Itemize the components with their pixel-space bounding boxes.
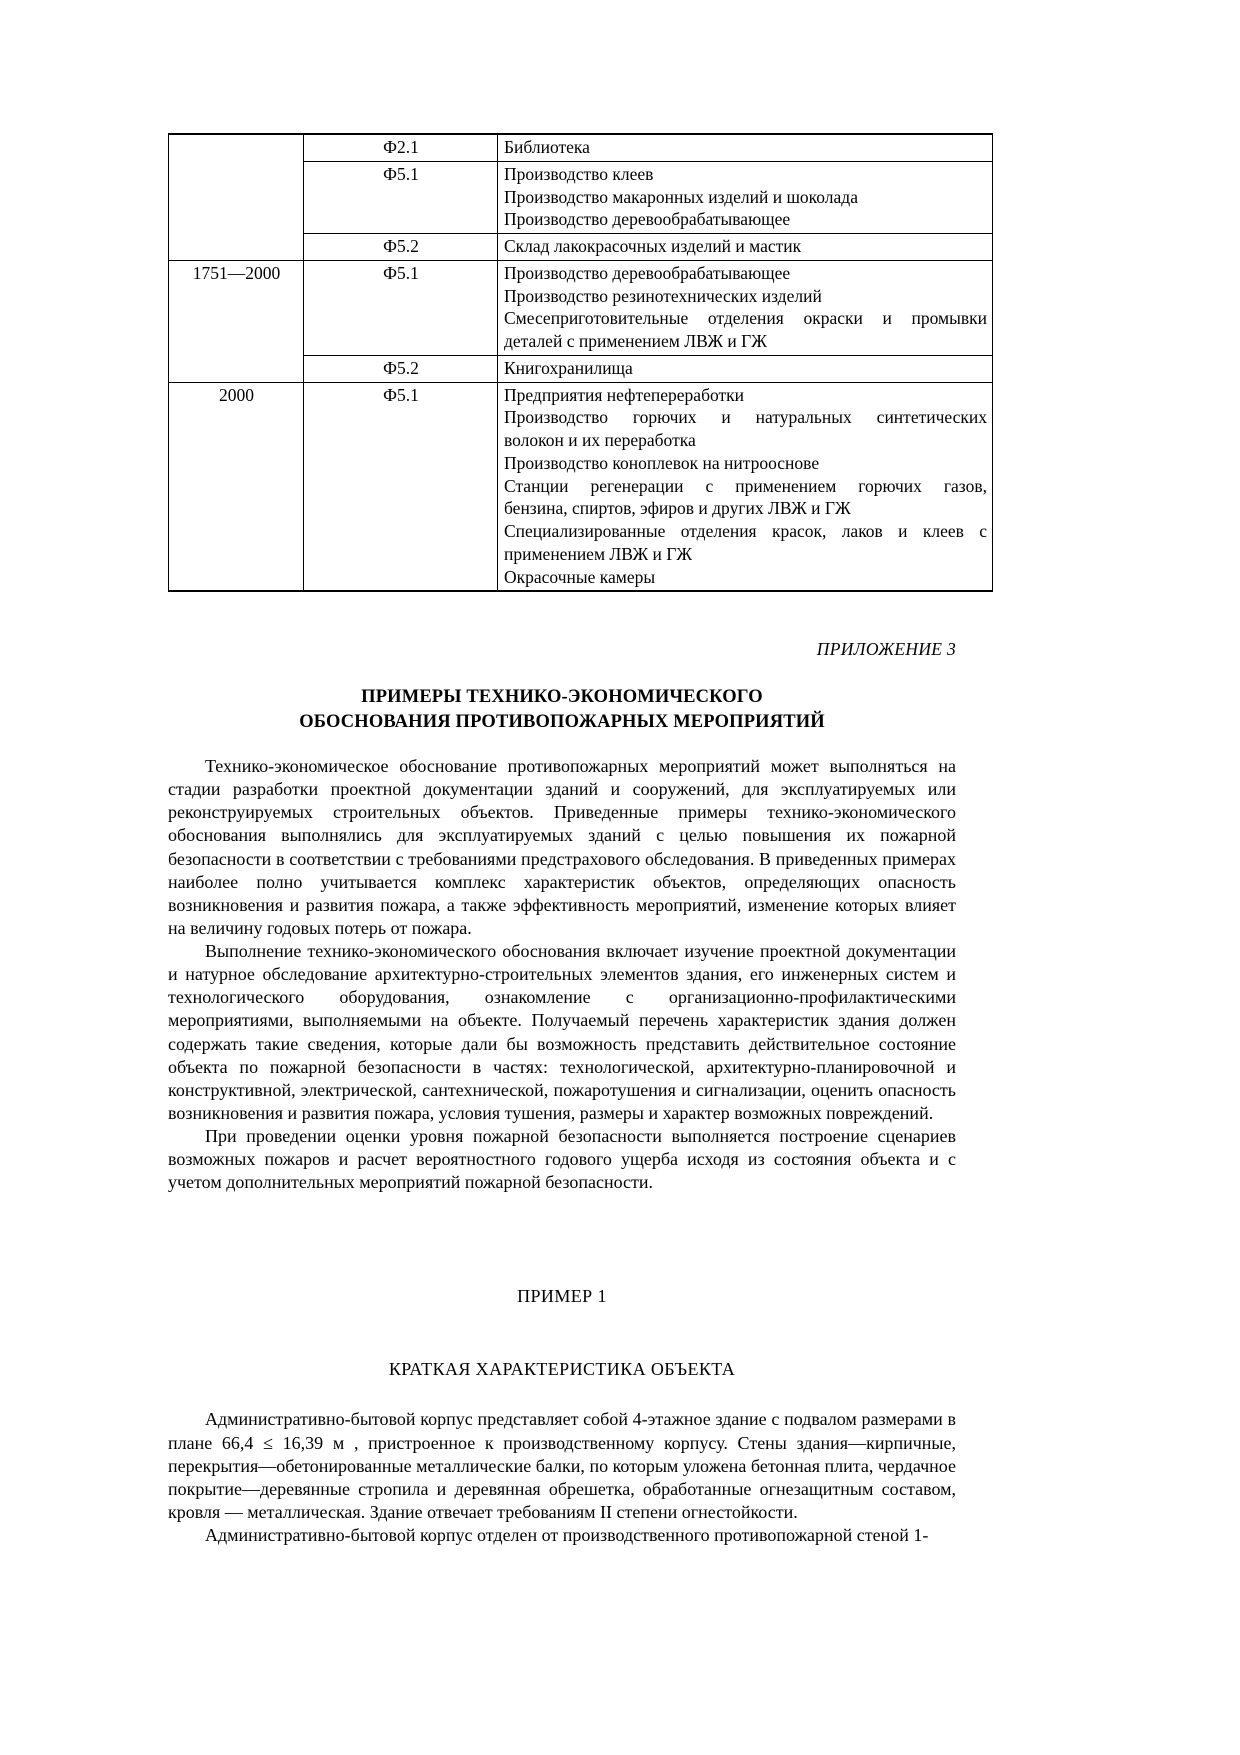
desc-line: Окрасочные камеры xyxy=(504,566,656,587)
appendix-label: ПРИЛОЖЕНИЕ 3 xyxy=(816,639,956,660)
paragraph-3: При проведении оценки уровня пожарной безопасности выполняется построение сценариев возможных пожаров и расчет вероятностного годового ущерба исходя из состояния объекта и с учетом дополнительных мероприятий пожарной безопасности. xyxy=(168,1126,956,1193)
cell-range: 2000 xyxy=(169,382,304,591)
desc-line: Производство коноплевок на нитрооснове xyxy=(504,452,820,473)
cell-description xyxy=(498,161,993,233)
table-body xyxy=(169,134,993,591)
desc-line: Производство клеев xyxy=(504,163,654,184)
desc-line: волокон и их переработка xyxy=(504,430,696,450)
desc-line: Производство горючих и натуральных синтетических xyxy=(504,407,987,428)
cell-range xyxy=(169,134,304,260)
cell-class: Ф5.1 xyxy=(304,382,498,591)
cell-class: Ф5.1 xyxy=(304,161,498,233)
section-heading: КРАТКАЯ ХАРАКТЕРИСТИКА ОБЪЕКТА xyxy=(388,1359,736,1380)
cell-description xyxy=(498,260,993,355)
desc-line: Книгохранилища xyxy=(504,357,633,378)
page-title-line-2: ОБОСНОВАНИЯ ПРОТИВОПОЖАРНЫХ МЕРОПРИЯТИЙ xyxy=(299,711,825,732)
desc-line: Производство деревообрабатывающее xyxy=(504,262,791,283)
cell-class: Ф5.2 xyxy=(304,355,498,382)
example-heading: ПРИМЕР 1 xyxy=(517,1286,607,1307)
desc-line: Библиотека xyxy=(504,137,590,157)
building-categories-table xyxy=(168,133,993,592)
desc-line: Производство деревообрабатывающее xyxy=(504,209,791,230)
page-title-line-1: ПРИМЕРЫ ТЕХНИКО-ЭКОНОМИЧЕСКОГО xyxy=(361,687,763,708)
paragraph-4: Административно-бытовой корпус представляет собой 4-этажное здание с подвалом размерами в плане 66,4 ≤ 16,39 м , пристроенное к производственному корпусу. Стены здания—кирпичные, перекрытия—обетонированные металлические балки, по которым уложена бетонная плита, чердачное покрытие—деревянные стропила и деревянная обрешетка, обработанные огнезащитным составом, кровля — металлическая. Здание отвечает требованиям II степени огнестойкости. xyxy=(168,1409,956,1522)
desc-line: Склад лакокрасочных изделий и мастик xyxy=(504,236,802,256)
table-row xyxy=(169,260,993,355)
paragraph-1: Технико-экономическое обоснование противопожарных мероприятий может выполняться на стадии разработки проектной документации зданий и сооружений, для эксплуатируемых или реконструируемых строительных объектов. Приведенные примеры технико-экономического обоснования выполнялись для эксплуатируемых зданий с целью повышения их пожарной безопасности в соответствии с требованиями предстрахового обследования. В приведенных примерах наиболее полно учитывается комплекс характеристик объектов, определяющих опасность возникновения и развития пожара, а также эффективность мероприятий, изменение которых влияет на величину годовых потерь от пожара. xyxy=(168,756,956,938)
page-title xyxy=(168,685,956,734)
desc-line: применением ЛВЖ и ГЖ xyxy=(504,543,693,564)
desc-line: Станции регенерации с применением горючих газов, xyxy=(504,475,987,496)
table-row xyxy=(169,382,993,591)
cell-class: Ф5.1 xyxy=(304,260,498,355)
table-row xyxy=(169,134,993,161)
cell-class: Ф2.1 xyxy=(304,134,498,161)
cell-class: Ф5.2 xyxy=(304,234,498,261)
vertical-spacer xyxy=(168,1307,956,1359)
cell-description xyxy=(498,234,993,261)
desc-line: Производство резинотехнических изделий xyxy=(504,285,822,306)
page-content xyxy=(168,133,987,1547)
desc-line: Производство макаронных изделий и шоколада xyxy=(504,186,858,207)
paragraph-5: Административно-бытовой корпус отделен от производственного противопожарной стеной 1- xyxy=(205,1525,929,1546)
desc-line: бензина, спиртов, эфиров и других ЛВЖ и ГЖ xyxy=(504,498,851,519)
cell-description xyxy=(498,382,993,591)
desc-line: деталей с применением ЛВЖ и ГЖ xyxy=(504,331,767,351)
paragraph-2: Выполнение технико-экономического обоснования включает изучение проектной документации и натурное обследование архитектурно-строительных элементов здания, его инженерных систем и технологического оборудования, ознакомление с организационно-профилактическими мероприятиями, выполняемыми на объекте. Получаемый перечень характеристик здания должен содержать такие сведения, которые дали бы возможность представить действительное состояние объекта по пожарной безопасности в частях: технологической, архитектурно-планировочной и конструктивной, электрической, сантехнической, пожаротушения и сигнализации, оценить опасность возникновения и развития пожара, условия тушения, размеры и характер возможных повреждений. xyxy=(168,941,956,1123)
desc-line: Смесеприготовительные отделения окраски и промывки xyxy=(504,308,987,329)
desc-line: Предприятия нефтепереработки xyxy=(504,384,745,405)
vertical-spacer xyxy=(168,1380,956,1408)
cell-description xyxy=(498,134,993,161)
desc-line: Специализированные отделения красок, лаков и клеев с xyxy=(504,521,987,541)
vertical-spacer xyxy=(168,1194,956,1286)
cell-range: 1751—2000 xyxy=(169,260,304,382)
cell-description xyxy=(498,355,993,382)
